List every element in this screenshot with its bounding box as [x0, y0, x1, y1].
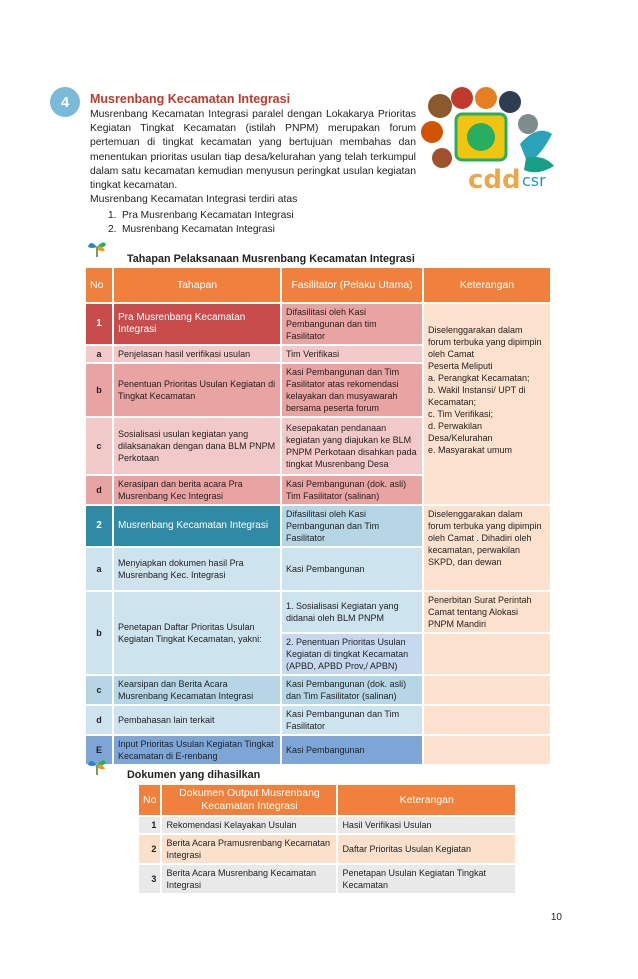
table-row: [86, 506, 550, 546]
section-title: Musrenbang Kecamatan Integrasi: [90, 92, 291, 106]
row-fasilitator: Kasi Pembangunan dan Tim Fasilitator: [282, 706, 422, 734]
row-fasilitator: Difasilitasi oleh Kasi Pembangunan dan Tim Fasilitator: [282, 506, 422, 546]
row-no: 1: [86, 304, 112, 344]
csr-logo-illustration: [418, 84, 556, 200]
table1-title: Tahapan Pelaksanaan Musrenbang Kecamatan Integrasi: [127, 253, 415, 265]
paragraph-1: Musrenbang Kecamatan Integrasi paralel dengan Lokakarya Prioritas Kegiatan Tingkat Kecamatan (istilah PNPM) merupakan forum pertemuan di tingkat kecamatan yang bertujuan membahas dan menentukan prioritas usulan tiap desa/kelurahan yang telah terkumpul dalam satu kecamatan kemudian menyusun peringkat usulan kegiatan tingkat kecamatan.: [90, 109, 416, 192]
row-no: a: [86, 548, 112, 590]
row-dokumen: Berita Acara Pramusrenbang Kecamatan Integrasi: [162, 835, 336, 863]
row-tahapan: Penentuan Prioritas Usulan Kegiatan di Tingkat Kecamatan: [114, 364, 280, 416]
row-tahapan: Pra Musrenbang Kecamatan Integrasi: [114, 304, 280, 344]
row-keterangan-empty: [424, 736, 550, 764]
header-no: No: [139, 785, 160, 815]
svg-text:csr: csr: [522, 171, 546, 190]
table-row: [139, 865, 515, 893]
row-fasilitator: Kasi Pembangunan (dok. asli) dan Tim Fasilitator (salinan): [282, 676, 422, 704]
row-dokumen: Rekomendasi Kelayakan Usulan: [162, 817, 336, 833]
row-no: b: [86, 364, 112, 416]
row-keterangan: Hasil Verifikasi Usulan: [338, 817, 515, 833]
row-keterangan-empty: [424, 676, 550, 704]
section-paragraph: [90, 108, 416, 207]
row-tahapan: Menyiapkan dokumen hasil Pra Musrenbang Kec. Integrasi: [114, 548, 280, 590]
list-item: 1. Pra Musrenbang Kecamatan Integrasi: [108, 210, 294, 221]
row-no: d: [86, 706, 112, 734]
table-row: [86, 592, 550, 632]
header-dokumen: Dokumen Output Musrenbang Kecamatan Integrasi: [162, 785, 336, 815]
row-no: c: [86, 418, 112, 474]
row-no: 1: [139, 817, 160, 833]
row-no: c: [86, 676, 112, 704]
header-no: No: [86, 268, 112, 302]
page-number: 10: [550, 912, 562, 923]
row-fasilitator: Kasi Pembangunan: [282, 548, 422, 590]
header-keterangan: Keterangan: [338, 785, 515, 815]
table-row: [139, 817, 515, 833]
row-tahapan: Kerasipan dan berita acara Pra Musrenbang Kec Integrasi: [114, 476, 280, 504]
row-tahapan: Sosialisasi usulan kegiatan yang dilaksanakan dengan dana BLM PNPM Perkotaan: [114, 418, 280, 474]
dokumen-table: [137, 783, 517, 895]
row-keterangan: Penetapan Usulan Kegiatan Tingkat Kecamatan: [338, 865, 515, 893]
row-no: d: [86, 476, 112, 504]
table-row: [86, 706, 550, 734]
row-tahapan: Pembahasan lain terkait: [114, 706, 280, 734]
row-keterangan: Diselenggarakan dalam forum terbuka yang dipimpin oleh Camat Peserta Meliputi a. Perangkat Kecamatan; b. Wakil Instansi/ UPT di Kecamatan; c. Tim Verifikasi; d. Perwakilan Desa/Kelurahan e. Masyarakat umum: [424, 304, 550, 504]
row-no: 2: [139, 835, 160, 863]
leaf-icon: [86, 237, 108, 259]
row-tahapan: Penetapan Daftar Prioritas Usulan Kegiatan Tingkat Kecamatan, yakni:: [114, 592, 280, 674]
row-no: 3: [139, 865, 160, 893]
row-fasilitator: Tim Verifikasi: [282, 346, 422, 362]
table-row: [86, 304, 550, 344]
row-tahapan: Musrenbang Kecamatan Integrasi: [114, 506, 280, 546]
header-keterangan: Keterangan: [424, 268, 550, 302]
row-no: a: [86, 346, 112, 362]
header-fasilitator: Fasilitator (Pelaku Utama): [282, 268, 422, 302]
row-fasilitator: Kasi Pembangunan dan Tim Fasilitator atas rekomendasi kelayakan dan musyawarah bersama peserta forum: [282, 364, 422, 416]
row-no: b: [86, 592, 112, 674]
header-tahapan: Tahapan: [114, 268, 280, 302]
row-keterangan: Penerbitan Surat Perintah Camat tentang Alokasi PNPM Mandiri: [424, 592, 550, 632]
row-no: E: [86, 736, 112, 764]
row-fasilitator: 1. Sosialisasi Kegiatan yang didanai oleh BLM PNPM: [282, 592, 422, 632]
table2-title: Dokumen yang dihasilkan: [127, 769, 261, 781]
row-tahapan: Kearsipan dan Berita Acara Musrenbang Kecamatan Integrasi: [114, 676, 280, 704]
row-dokumen: Berita Acara Musrenbang Kecamatan Integrasi: [162, 865, 336, 893]
row-keterangan-empty: [424, 634, 550, 674]
section-list: [108, 209, 294, 237]
row-keterangan-empty: [424, 706, 550, 734]
row-fasilitator: Difasilitasi oleh Kasi Pembangunan dan tim Fasilitator: [282, 304, 422, 344]
row-fasilitator: Kasi Pembangunan (dok. asli) Tim Fasilitator (salinan): [282, 476, 422, 504]
row-fasilitator: Kesepakatan pendanaan kegiatan yang diajukan ke BLM PNPM Perkotaan disahkan pada tingkat Musrenbang Desa: [282, 418, 422, 474]
paragraph-2: Musrenbang Kecamatan Integrasi terdiri atas: [90, 194, 298, 206]
row-no: 2: [86, 506, 112, 546]
section-number-badge: 4: [50, 87, 80, 117]
row-tahapan: Input Prioritas Usulan Kegiatan Tingkat Kecamatan di E-renbang: [114, 736, 280, 764]
row-keterangan: Diselenggarakan dalam forum terbuka yang dipimpin oleh Camat . Dihadiri oleh kecamatan, perwakilan SKPD, dan dewan: [424, 506, 550, 590]
tahapan-table: [84, 266, 552, 766]
row-keterangan: Daftar Prioritas Usulan Kegiatan: [338, 835, 515, 863]
leaf-icon: [86, 755, 108, 777]
row-fasilitator: 2. Penentuan Prioritas Usulan Kegiatan di tingkat Kecamatan (APBD, APBD Prov,/ APBN): [282, 634, 422, 674]
table-row: [86, 736, 550, 764]
svg-text:cdd: cdd: [468, 165, 521, 195]
table-row: [139, 835, 515, 863]
list-item: 2. Musrenbang Kecamatan Integrasi: [108, 224, 275, 236]
row-fasilitator: Kasi Pembangunan: [282, 736, 422, 764]
row-tahapan: Penjelasan hasil verifikasi usulan: [114, 346, 280, 362]
table-row: [86, 676, 550, 704]
